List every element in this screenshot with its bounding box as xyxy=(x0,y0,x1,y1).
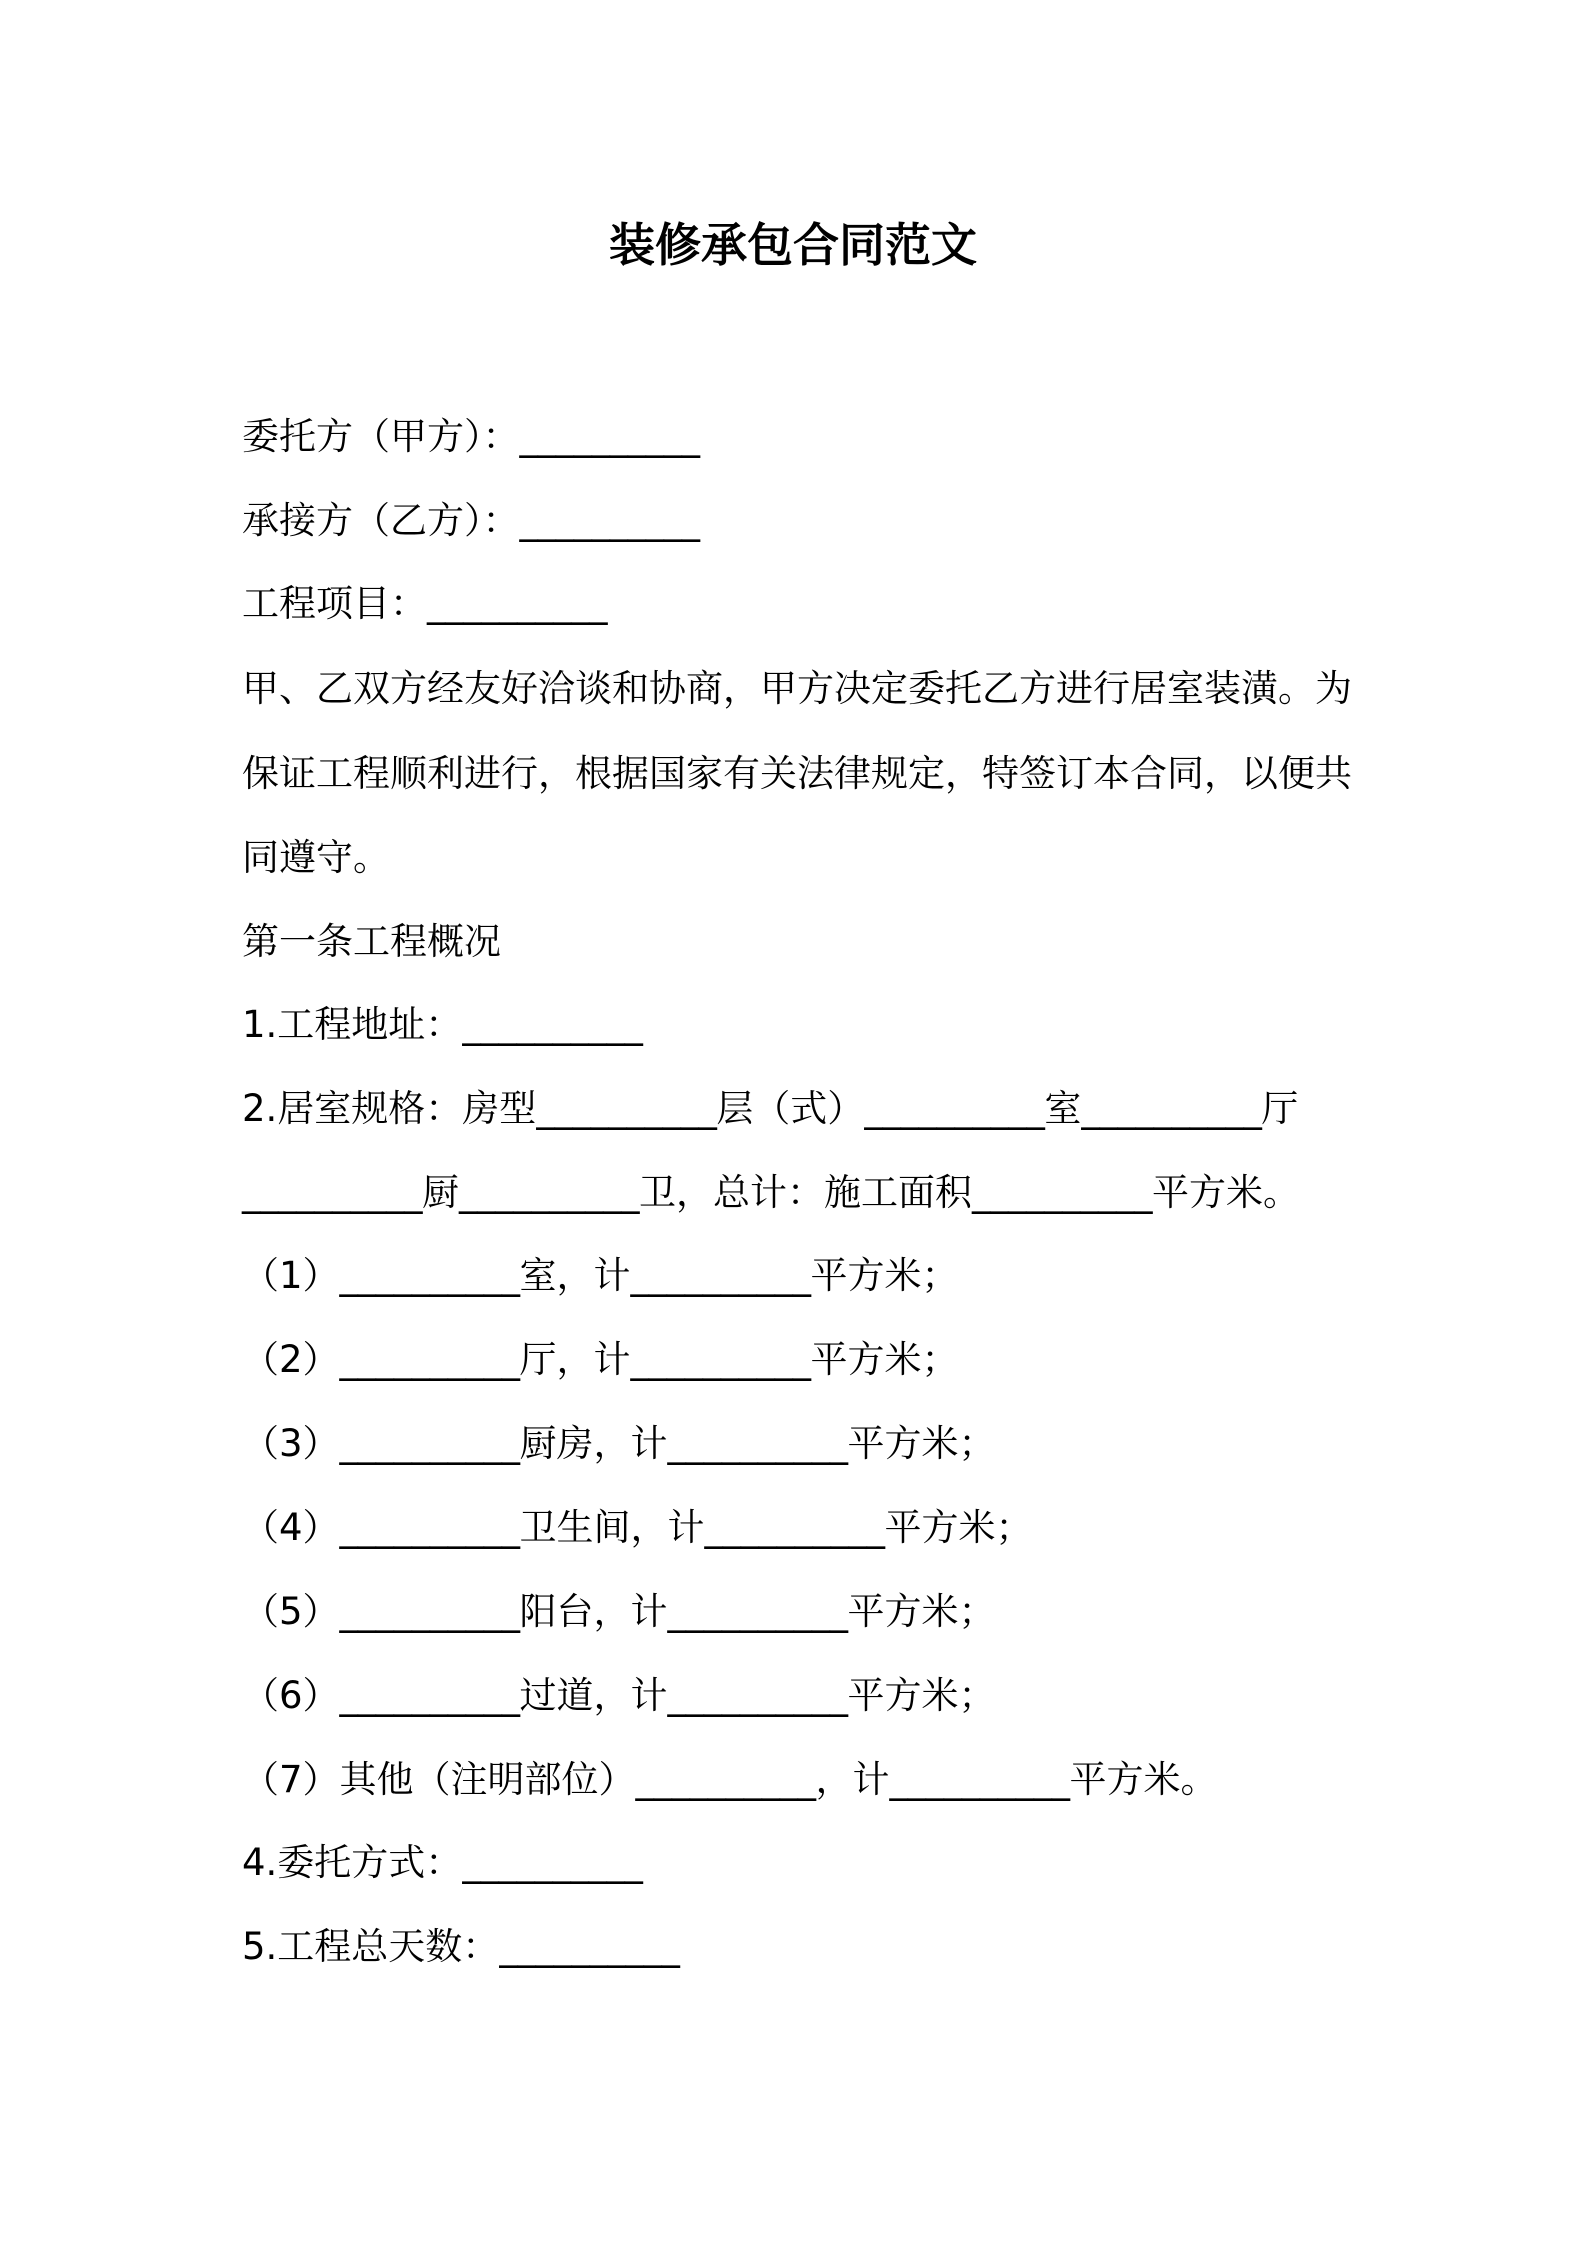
room-item-text: 卫生间，计 xyxy=(519,1506,705,1549)
room-text: 室 xyxy=(1044,1087,1082,1130)
room-item-blank: __________ xyxy=(339,1254,520,1297)
room-item-number: （5） xyxy=(242,1590,340,1633)
room-item-number: （4） xyxy=(242,1506,340,1549)
room-item-area-blank: __________ xyxy=(630,1254,811,1297)
room-item-number: （1） xyxy=(242,1254,340,1297)
party-a-blank: __________ xyxy=(519,415,700,458)
project-label: 工程项目： xyxy=(242,582,427,625)
commission-blank: __________ xyxy=(462,1841,643,1884)
commission-label: 4.委托方式： xyxy=(242,1841,463,1884)
room-item-blank: __________ xyxy=(339,1674,520,1717)
bath-count-blank: __________ xyxy=(459,1171,639,1214)
room-item-text: ，计 xyxy=(815,1758,890,1801)
document-title: 装修承包合同范文 xyxy=(609,218,977,272)
kitchen-count-blank: __________ xyxy=(242,1171,422,1214)
room-item-number: （2） xyxy=(242,1338,340,1381)
duration-blank: __________ xyxy=(499,1925,680,1968)
room-item-text: 厨房，计 xyxy=(519,1422,668,1465)
room-item-unit: 平方米； xyxy=(847,1422,996,1465)
floor-blank: __________ xyxy=(536,1087,717,1130)
room-item-number: （6） xyxy=(242,1674,340,1717)
room-item-text: 阳台，计 xyxy=(519,1590,668,1633)
room-count-blank: __________ xyxy=(864,1087,1045,1130)
room-item-unit: 平方米； xyxy=(847,1590,996,1633)
room-item-6 xyxy=(242,1671,996,1721)
project-line xyxy=(242,579,607,629)
preamble-line-1 xyxy=(242,664,1352,714)
room-item-area-blank: __________ xyxy=(667,1590,848,1633)
room-item-unit: 平方米； xyxy=(847,1674,996,1717)
room-item-text: 厅，计 xyxy=(519,1338,631,1381)
room-item-blank: __________ xyxy=(339,1590,520,1633)
hall-count-blank: __________ xyxy=(1081,1087,1262,1130)
party-b-blank: __________ xyxy=(519,499,700,542)
room-item-unit: 平方米； xyxy=(810,1254,959,1297)
room-item-5 xyxy=(242,1587,996,1637)
preamble-line-3 xyxy=(242,833,390,883)
total-area-blank: __________ xyxy=(972,1171,1152,1214)
item-spec-line-1 xyxy=(242,1084,1298,1134)
room-item-1 xyxy=(242,1251,959,1301)
area-unit: 平方米。 xyxy=(1152,1171,1300,1214)
preamble-line-2 xyxy=(242,749,1352,799)
room-item-unit: 平方米。 xyxy=(1069,1758,1218,1801)
room-item-4 xyxy=(242,1503,1033,1553)
party-b-label: 承接方（乙方）： xyxy=(242,499,520,542)
room-item-area-blank: __________ xyxy=(889,1758,1070,1801)
room-item-area-blank: __________ xyxy=(667,1674,848,1717)
kitchen-text: 厨 xyxy=(422,1171,459,1214)
area-text: 卫，总计：施工面积 xyxy=(639,1171,972,1214)
room-item-label: （7）其他（注明部位） xyxy=(242,1758,636,1801)
section-1-title: 第一条工程概况 xyxy=(242,920,501,963)
room-item-2 xyxy=(242,1335,959,1385)
room-item-area-blank: __________ xyxy=(704,1506,885,1549)
room-item-unit: 平方米； xyxy=(810,1338,959,1381)
room-item-number: （3） xyxy=(242,1422,340,1465)
address-label: 1.工程地址： xyxy=(242,1003,463,1046)
room-item-area-blank: __________ xyxy=(667,1422,848,1465)
room-item-unit: 平方米； xyxy=(884,1506,1033,1549)
room-item-blank: __________ xyxy=(339,1506,520,1549)
duration-label: 5.工程总天数： xyxy=(242,1925,500,1968)
room-item-text: 过道，计 xyxy=(519,1674,668,1717)
hall-text: 厅 xyxy=(1261,1087,1299,1130)
preamble-text-3: 同遵守。 xyxy=(242,836,390,879)
section-heading xyxy=(242,917,501,967)
preamble-text-2: 保证工程顺利进行，根据国家有关法律规定，特签订本合同，以便共 xyxy=(242,752,1352,795)
party-a-line xyxy=(242,412,700,462)
spec-label: 2.居室规格：房型 xyxy=(242,1087,537,1130)
address-blank: __________ xyxy=(462,1003,643,1046)
room-item-blank: __________ xyxy=(339,1422,520,1465)
room-item-3 xyxy=(242,1419,996,1469)
floor-text: 层（式） xyxy=(716,1087,865,1130)
room-item-blank: __________ xyxy=(635,1758,816,1801)
room-item-text: 室，计 xyxy=(519,1254,631,1297)
party-b-line xyxy=(242,496,700,546)
room-item-7 xyxy=(242,1755,1218,1805)
preamble-text-1: 甲、乙双方经友好洽谈和协商，甲方决定委托乙方进行居室装潢。为 xyxy=(242,667,1352,710)
item-duration-line xyxy=(242,1922,679,1972)
room-item-area-blank: __________ xyxy=(630,1338,811,1381)
item-address-line xyxy=(242,1000,642,1050)
project-blank: __________ xyxy=(427,582,607,625)
item-spec-line-2 xyxy=(242,1168,1300,1218)
item-commission-line xyxy=(242,1838,642,1888)
party-a-label: 委托方（甲方）： xyxy=(242,415,520,458)
room-item-blank: __________ xyxy=(339,1338,520,1381)
